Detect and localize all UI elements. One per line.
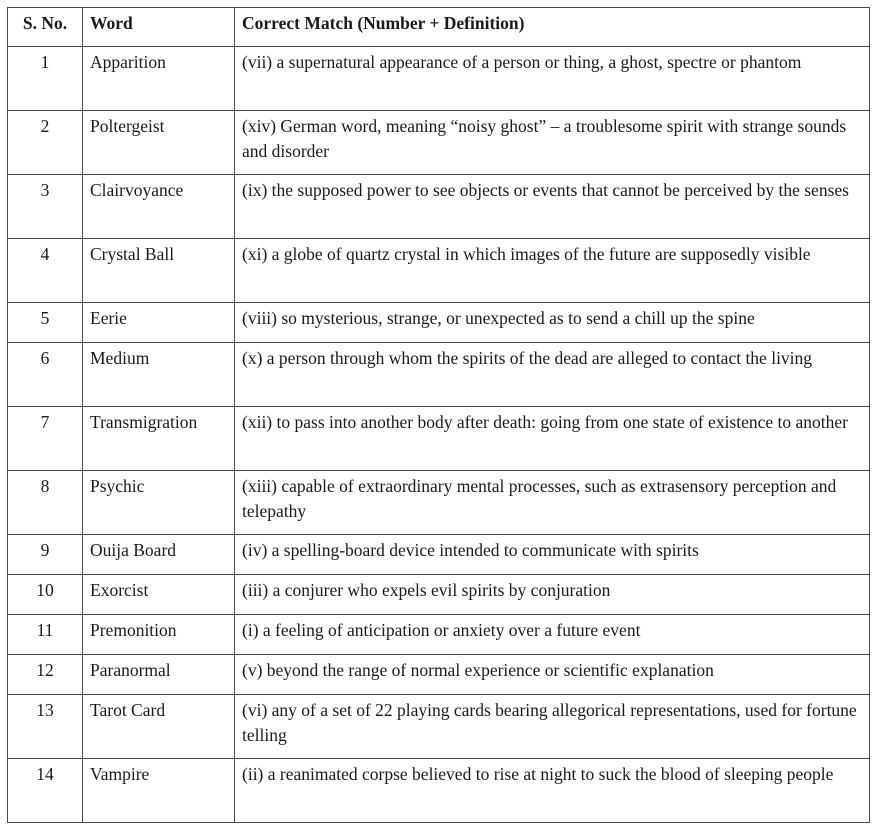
table-header [8,8,870,47]
table-row [8,471,870,535]
table-row [8,535,870,575]
match-table [7,7,870,823]
table-row [8,615,870,655]
table-row [8,407,870,471]
cell-word: Exorcist [83,575,235,615]
cell-word: Ouija Board [83,535,235,575]
cell-match: (vi) any of a set of 22 playing cards bearing allegorical representations, used for fortune telling [235,695,870,759]
header-sno: S. No. [8,8,83,47]
cell-sno: 4 [8,239,83,303]
cell-word: Paranormal [83,655,235,695]
cell-word: Clairvoyance [83,175,235,239]
cell-sno: 9 [8,535,83,575]
table-row [8,239,870,303]
cell-word: Premonition [83,615,235,655]
cell-sno: 13 [8,695,83,759]
header-row [8,8,870,47]
cell-match: (viii) so mysterious, strange, or unexpected as to send a chill up the spine [235,303,870,343]
table-row [8,47,870,111]
cell-match: (i) a feeling of anticipation or anxiety over a future event [235,615,870,655]
cell-sno: 14 [8,759,83,823]
table-row [8,343,870,407]
cell-word: Crystal Ball [83,239,235,303]
table-body [8,47,870,823]
cell-match: (ii) a reanimated corpse believed to rise at night to suck the blood of sleeping people [235,759,870,823]
cell-word: Poltergeist [83,111,235,175]
cell-match: (xiv) German word, meaning “noisy ghost” – a troublesome spirit with strange sounds and disorder [235,111,870,175]
cell-sno: 3 [8,175,83,239]
cell-word: Psychic [83,471,235,535]
cell-match: (iv) a spelling-board device intended to communicate with spirits [235,535,870,575]
table-row [8,175,870,239]
table-row [8,111,870,175]
table-row [8,303,870,343]
cell-word: Eerie [83,303,235,343]
cell-sno: 2 [8,111,83,175]
cell-match: (xii) to pass into another body after death: going from one state of existence to another [235,407,870,471]
cell-sno: 6 [8,343,83,407]
cell-match: (xi) a globe of quartz crystal in which images of the future are supposedly visible [235,239,870,303]
cell-match: (xiii) capable of extraordinary mental processes, such as extrasensory perception and telepathy [235,471,870,535]
table-row [8,575,870,615]
cell-word: Medium [83,343,235,407]
cell-match: (v) beyond the range of normal experience or scientific explanation [235,655,870,695]
cell-sno: 7 [8,407,83,471]
cell-match: (x) a person through whom the spirits of the dead are alleged to contact the living [235,343,870,407]
cell-sno: 8 [8,471,83,535]
cell-word: Transmigration [83,407,235,471]
cell-sno: 12 [8,655,83,695]
cell-sno: 10 [8,575,83,615]
header-word: Word [83,8,235,47]
cell-sno: 5 [8,303,83,343]
cell-word: Vampire [83,759,235,823]
cell-word: Apparition [83,47,235,111]
cell-match: (ix) the supposed power to see objects or events that cannot be perceived by the senses [235,175,870,239]
table-row [8,759,870,823]
cell-match: (iii) a conjurer who expels evil spirits by conjuration [235,575,870,615]
table-row [8,695,870,759]
cell-match: (vii) a supernatural appearance of a person or thing, a ghost, spectre or phantom [235,47,870,111]
cell-sno: 1 [8,47,83,111]
cell-sno: 11 [8,615,83,655]
table-row [8,655,870,695]
header-match: Correct Match (Number + Definition) [235,8,870,47]
cell-word: Tarot Card [83,695,235,759]
